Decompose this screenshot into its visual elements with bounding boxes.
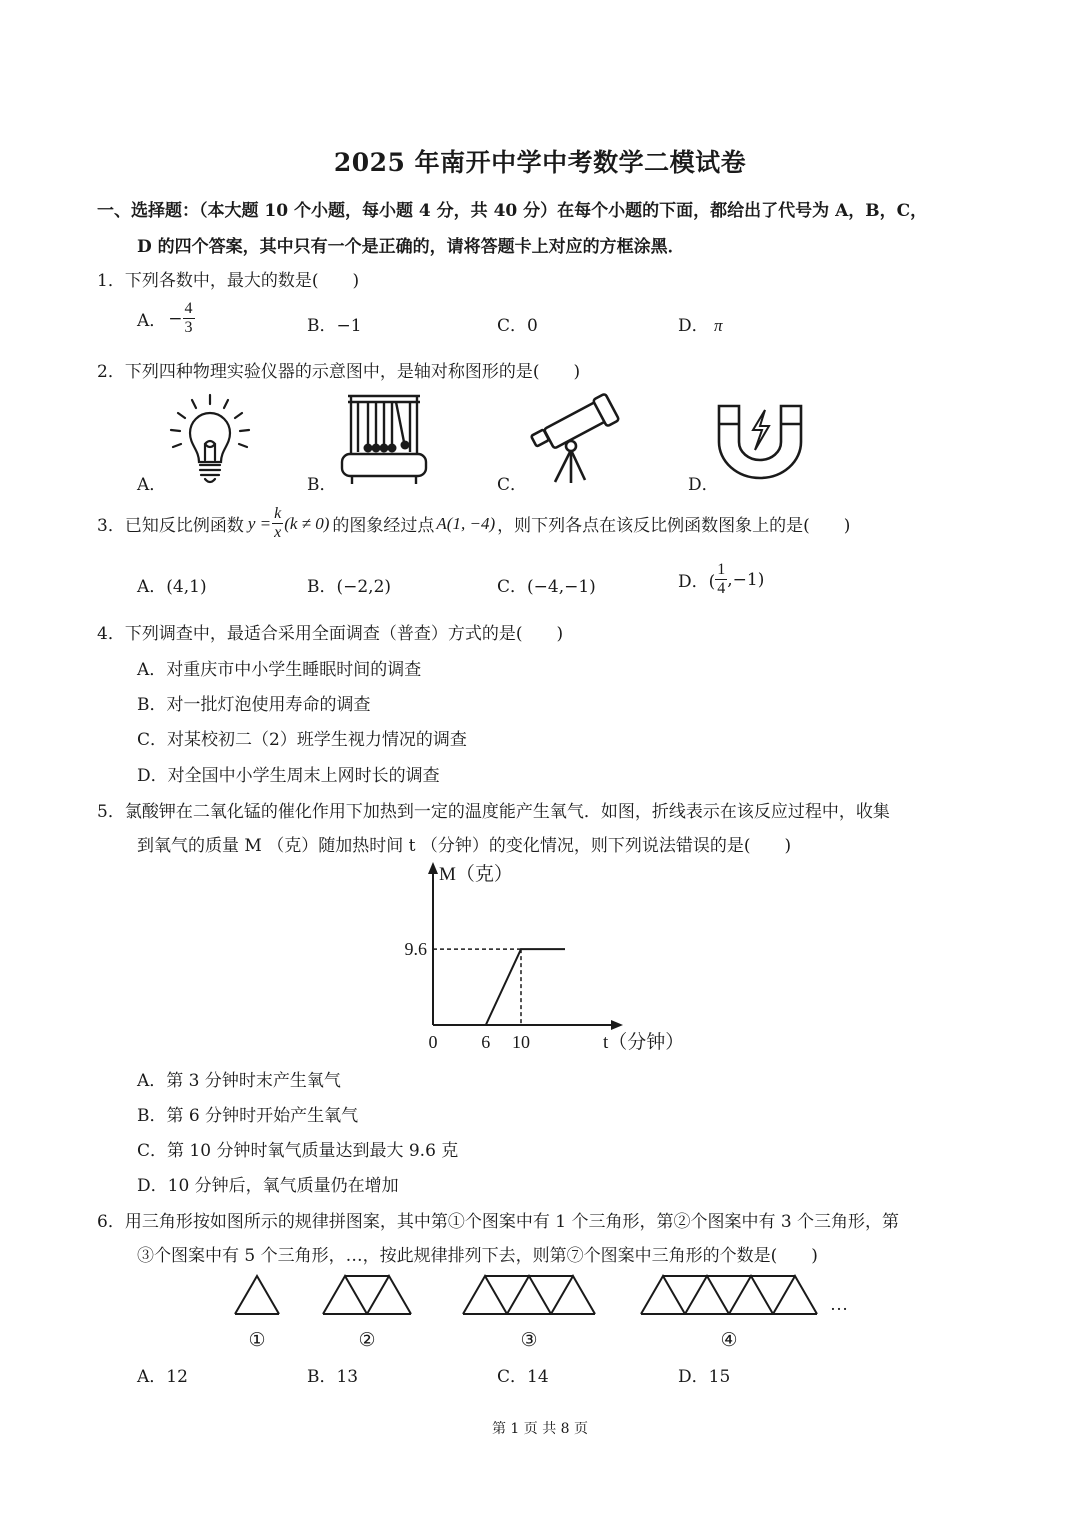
q6-line2: ③个图案中有 5 个三角形，…，按此规律排列下去，则第⑦个图案中三角形的个数是( ) [137,1246,818,1266]
oxygen-mass-line [433,949,565,1025]
q2-option-b: B． [307,475,337,495]
q4-option-a: A．对重庆市中小学生睡眠时间的调查 [137,660,422,680]
q1-option-d-value: π [714,316,723,335]
page-title: 2025 年南开中学中考数学二模试卷 [333,148,747,177]
q5-option-d: D．10 分钟后，氧气质量仍在增加 [137,1176,399,1196]
q2-stem: 2．下列四种物理实验仪器的示意图中，是轴对称图形的是( ) [97,362,581,382]
q4-option-b: B．对一批灯泡使用寿命的调查 [137,695,371,715]
q1-a-numerator: 4 [184,300,193,317]
q2-option-c: C． [497,475,528,495]
pattern-ellipsis: … [830,1294,848,1314]
triangle-pattern-3 [463,1276,595,1314]
telescope-figure [527,390,627,486]
y-axis-arrow [428,862,438,874]
q1-option-a [137,300,195,337]
q1-option-a-fraction [183,300,195,337]
newtons-cradle-figure [338,392,430,487]
q3-option-a: A．(4,1) [137,577,207,597]
q3-d-numerator: 1 [717,561,726,578]
q3-func-lhs: y = [247,513,272,533]
pattern-label-4: ④ [720,1330,738,1351]
q1-option-d [678,311,723,336]
q4-stem: 4．下列调查中，最适合采用全面调查（普查）方式的是( ) [97,624,564,644]
q2-option-a: A． [137,475,167,495]
q1-option-d-label: D． [678,316,709,336]
section1-line1: 一、选择题：（本大题 10 个小题，每小题 4 分，共 40 分）在每个小题的下面，都给出了代号为 A，B，C， [97,201,928,221]
q6-option-b: B．13 [307,1367,359,1387]
q5-line1: 5．氯酸钾在二氧化锰的催化作用下加热到一定的温度能产生氧气．如图，折线表示在该反应过程中，收集 [97,802,890,822]
light-bulb-figure [165,392,255,487]
q3-func-fraction [272,505,283,542]
q5-option-c: C．第 10 分钟时氧气质量达到最大 9.6 克 [137,1141,459,1161]
page-footer: 第 1 页 共 8 页 [491,1421,589,1437]
q3-stem-post: ，则下列各点在该反比例函数图象上的是( ) [497,516,851,536]
q1-option-b: B．−1 [307,316,362,336]
q6-line1: 6．用三角形按如图所示的规律拼图案，其中第①个图案中有 1 个三角形，第②个图案中有 3 个三角形，第 [97,1212,900,1232]
y-axis-label: M（克） [439,864,513,885]
triangle-patterns [225,1268,865,1358]
q3-option-d-tail: ,−1) [727,569,765,590]
q2-option-d: D． [688,475,719,495]
y-tick-label: 9.6 [404,939,427,960]
q1-a-denominator: 3 [184,319,193,336]
x-axis-label: t（分钟） [603,1032,685,1053]
oxygen-mass-chart [395,858,685,1058]
x-tick-label-6: 6 [481,1032,491,1052]
horseshoe-magnet-figure [715,400,805,480]
pattern-label-2: ② [358,1330,376,1351]
q3-option-d-fraction [715,561,727,598]
pattern-label-1: ① [248,1330,266,1351]
q3-option-d [678,561,764,598]
q3-func-numerator: k [274,505,282,522]
q4-option-d: D．对全国中小学生周末上网时长的调查 [137,766,440,786]
triangle-pattern-2 [323,1276,411,1314]
q1-option-c: C．0 [497,316,538,336]
q3-option-b: B．(−2,2) [307,577,392,597]
triangle-pattern-4 [641,1276,817,1314]
q1-option-a-label: A． [137,311,167,331]
q1-option-a-sign: − [168,308,183,329]
q3-func-denominator: x [274,524,282,541]
q3-point: A(1, −4) [436,513,496,533]
q5-option-b: B．第 6 分钟时开始产生氧气 [137,1106,359,1126]
pattern-label-3: ③ [520,1330,538,1351]
q3-option-c: C．(−4,−1) [497,577,596,597]
x-tick-label-0: 0 [428,1032,438,1052]
x-axis-arrow [611,1020,623,1030]
q6-option-d: D．15 [678,1367,731,1387]
x-tick-label-10: 10 [512,1032,530,1052]
q5-line2: 到氧气的质量 M （克）随加热时间 t （分钟）的变化情况，则下列说法错误的是( ) [137,836,792,856]
q3-d-denominator: 4 [717,580,726,597]
q1-stem: 1．下列各数中，最大的数是( ) [97,271,360,291]
q6-option-c: C．14 [497,1367,549,1387]
q6-option-a: A．12 [137,1367,188,1387]
q4-option-c: C．对某校初二（2）班学生视力情况的调查 [137,730,467,750]
q3-func-condition: (k ≠ 0) [284,513,330,533]
q3-stem-pre: 3．已知反比例函数 [97,516,244,536]
q5-option-a: A．第 3 分钟时末产生氧气 [137,1071,341,1091]
triangle-pattern-1 [235,1276,279,1314]
section1-line2: D 的四个答案，其中只有一个是正确的，请将答题卡上对应的方框涂黑． [137,237,685,257]
q3-option-d-label: D．( [678,572,716,592]
q3-stem-mid: 的图象经过点 [332,516,435,536]
q3-stem [97,505,850,542]
